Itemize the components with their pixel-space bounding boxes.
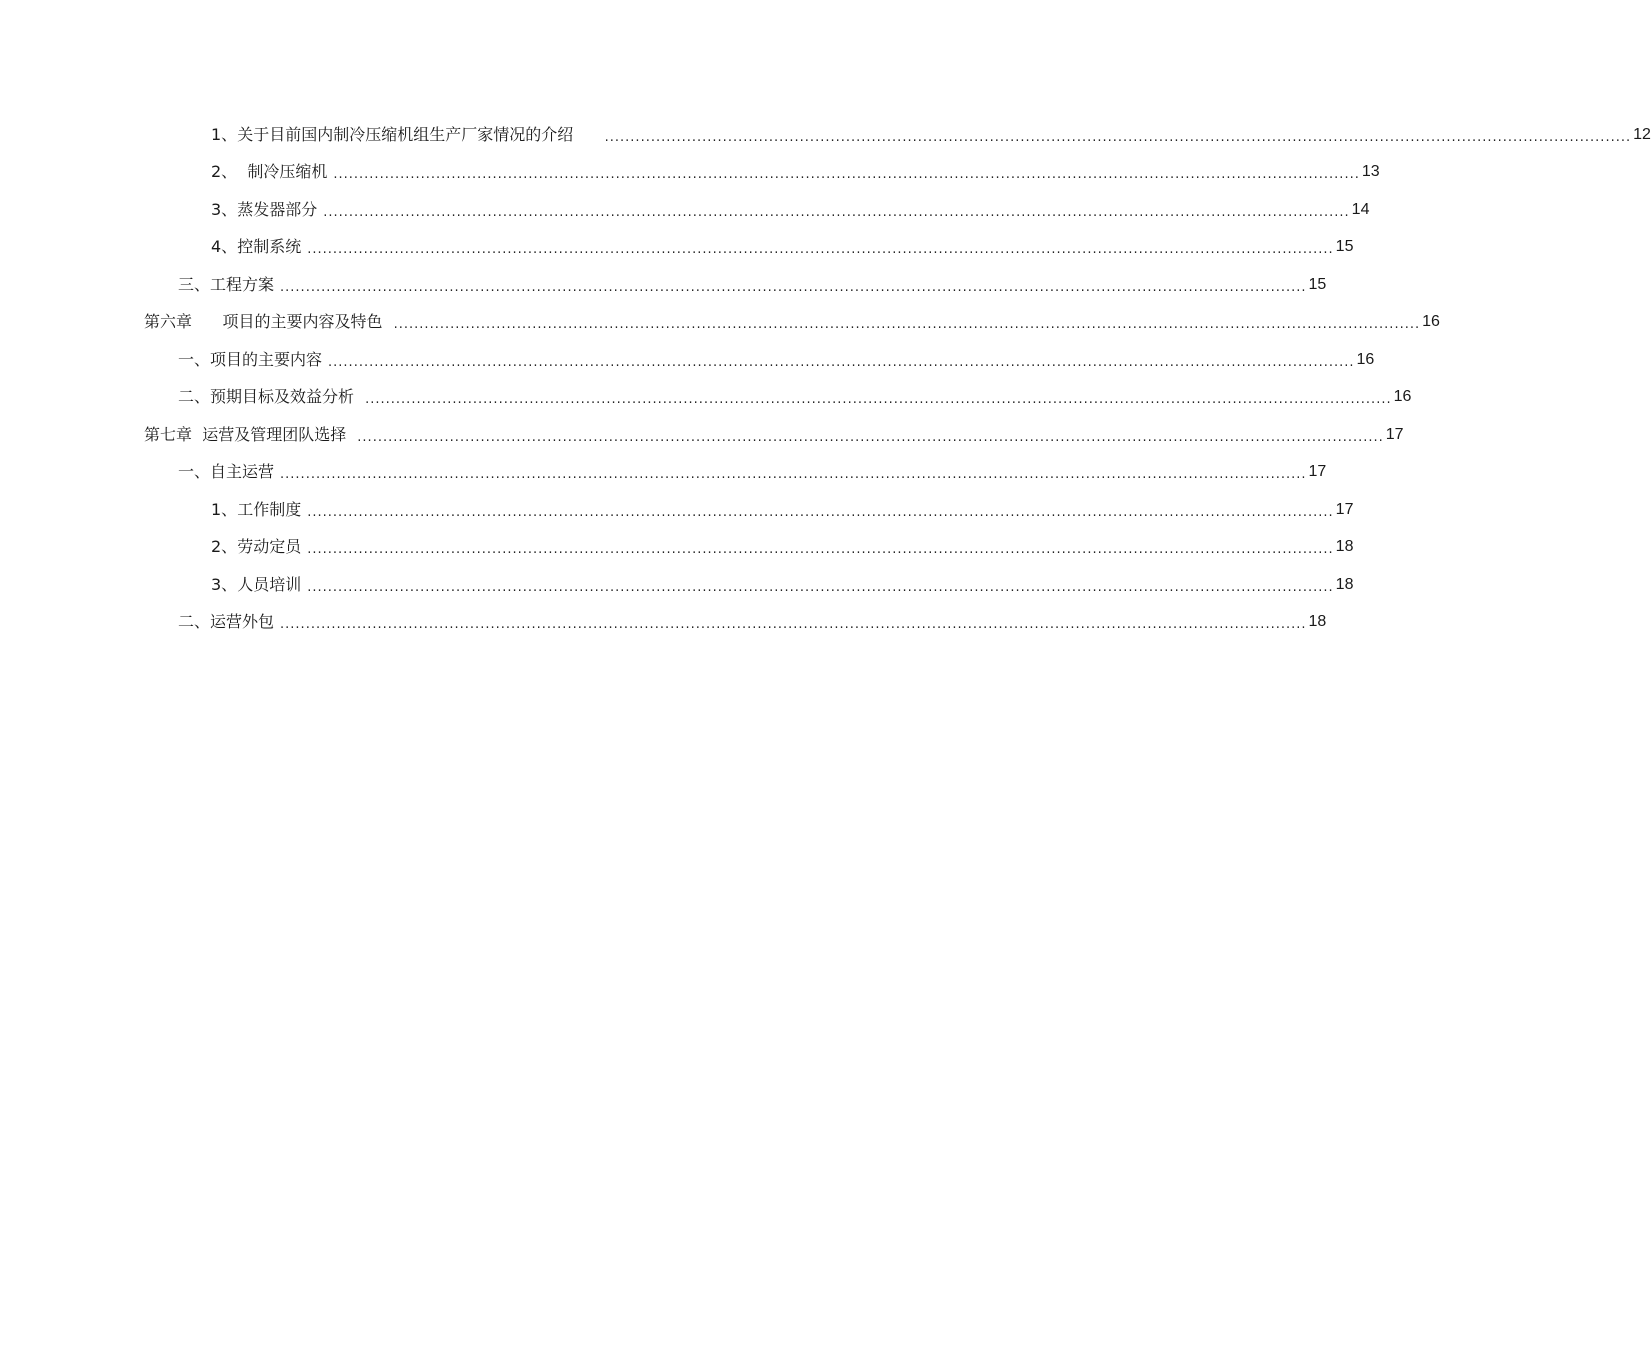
toc-page-number: 14	[1351, 200, 1370, 218]
toc-page-number: 18	[1308, 613, 1327, 631]
toc-entry-number: 一、	[178, 349, 211, 369]
toc-entry-title: 工程方案	[210, 274, 275, 294]
toc-entry[interactable]	[0, 566, 1354, 604]
toc-entry-number: 1、	[211, 124, 238, 144]
toc-entry-number: 一、	[178, 462, 211, 482]
toc-entry-number: 2、	[211, 162, 238, 182]
table-of-contents	[0, 116, 1651, 641]
toc-entry-number: 3、	[211, 199, 238, 219]
toc-dot-leader: ........................................................................................................................................................................................................	[307, 542, 1334, 558]
toc-page-number: 18	[1335, 575, 1354, 593]
toc-entry-title: 劳动定员	[237, 537, 302, 557]
toc-entry-title: 蒸发器部分	[237, 199, 318, 219]
toc-entry-number: 1、	[211, 499, 238, 519]
toc-page-number: 16	[1422, 313, 1440, 331]
toc-entry-number: 第六章	[144, 312, 193, 332]
toc-entry-number: 三、	[178, 274, 211, 294]
toc-entry-title: 制冷压缩机	[237, 162, 328, 182]
toc-entry[interactable]	[0, 266, 1327, 304]
toc-entry[interactable]	[0, 304, 1440, 342]
toc-entry[interactable]	[0, 604, 1327, 642]
toc-dot-leader: ........................................................................................................................................................................................................	[365, 392, 1392, 408]
toc-dot-leader: ........................................................................................................................................................................................................	[280, 467, 1307, 483]
toc-dot-leader: ........................................................................................................................................................................................................	[307, 579, 1334, 595]
toc-page-number: 18	[1335, 538, 1354, 556]
toc-entry[interactable]	[0, 229, 1354, 267]
toc-entry[interactable]	[0, 154, 1380, 192]
toc-entry-number: 2、	[211, 537, 238, 557]
toc-dot-leader: ........................................................................................................................................................................................................	[333, 167, 1360, 183]
toc-entry-number: 4、	[211, 237, 238, 257]
toc-dot-leader: ........................................................................................................................................................................................................	[357, 429, 1384, 445]
toc-entry-title: 关于目前国内制冷压缩机组生产厂家情况的介绍	[237, 124, 574, 144]
toc-entry[interactable]	[0, 529, 1354, 567]
toc-page-number: 17	[1308, 463, 1327, 481]
toc-entry-gap	[354, 387, 359, 407]
toc-page-number: 12	[1633, 125, 1651, 143]
toc-dot-leader: ........................................................................................................................................................................................................	[280, 279, 1307, 295]
toc-dot-leader: ........................................................................................................................................................................................................	[307, 504, 1334, 520]
toc-entry-gap	[383, 312, 388, 332]
toc-dot-leader: ........................................................................................................................................................................................................	[328, 354, 1355, 370]
toc-entry-number: 二、	[178, 387, 211, 407]
toc-entry[interactable]	[0, 416, 1404, 454]
toc-entry-title: 项目的主要内容	[210, 349, 323, 369]
toc-entry-title: 运营外包	[210, 612, 275, 632]
toc-entry-title: 预期目标及效益分析	[210, 387, 355, 407]
toc-dot-leader: ........................................................................................................................................................................................................	[604, 129, 1632, 145]
toc-page-number: 13	[1361, 163, 1380, 181]
toc-dot-leader: ........................................................................................................................................................................................................	[323, 204, 1350, 220]
toc-dot-leader: ........................................................................................................................................................................................................	[307, 242, 1334, 258]
toc-page-number: 16	[1356, 350, 1375, 368]
toc-page-number: 17	[1335, 500, 1354, 518]
toc-entry[interactable]	[0, 116, 1651, 154]
toc-entry-title: 人员培训	[237, 574, 302, 594]
toc-entry-title: 项目的主要内容及特色	[192, 312, 383, 332]
toc-entry[interactable]	[0, 191, 1370, 229]
toc-entry[interactable]	[0, 341, 1375, 379]
toc-entry[interactable]	[0, 379, 1412, 417]
toc-entry-title: 控制系统	[237, 237, 302, 257]
toc-entry-title: 工作制度	[237, 499, 302, 519]
toc-page-number: 15	[1308, 275, 1327, 293]
toc-dot-leader: ........................................................................................................................................................................................................	[393, 317, 1421, 333]
toc-page-number: 17	[1385, 425, 1404, 443]
toc-entry-number: 3、	[211, 574, 238, 594]
toc-entry[interactable]	[0, 454, 1327, 492]
toc-page-number: 15	[1335, 238, 1354, 256]
toc-entry[interactable]	[0, 491, 1354, 529]
toc-entry-title: 运营及管理团队选择	[192, 424, 347, 444]
toc-entry-gap	[573, 125, 598, 145]
toc-entry-title: 自主运营	[210, 462, 275, 482]
toc-page-number: 16	[1393, 388, 1412, 406]
toc-entry-gap	[346, 425, 351, 445]
toc-entry-number: 二、	[178, 612, 211, 632]
toc-dot-leader: ........................................................................................................................................................................................................	[280, 617, 1307, 633]
toc-entry-number: 第七章	[144, 424, 193, 444]
